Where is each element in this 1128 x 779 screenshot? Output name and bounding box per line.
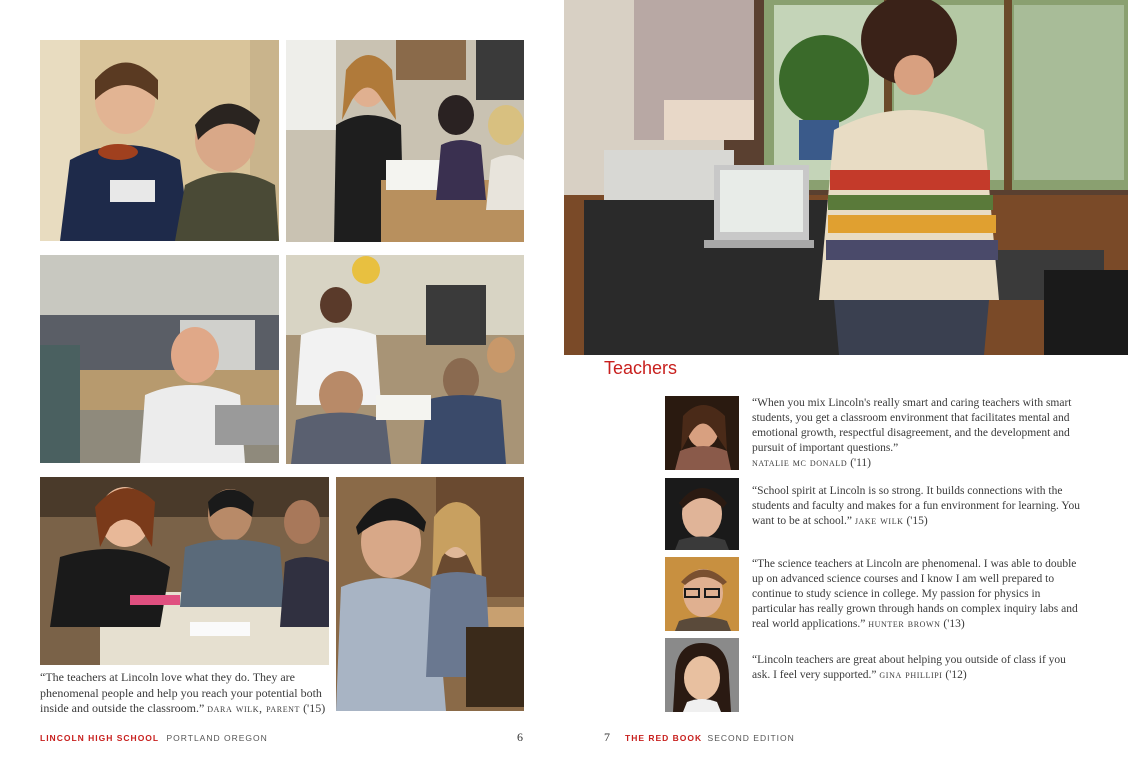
caption-attribution: dara wilk, parent (207, 703, 301, 715)
testimonial-attribution: hunter brown (868, 618, 941, 630)
right-footer (625, 733, 795, 743)
photo-teacher-by-window (40, 255, 279, 463)
testimonial-year: ('15) (906, 515, 928, 527)
page-number-right: 7 (604, 730, 610, 744)
testimonial-year: ('12) (945, 669, 967, 681)
portrait-hunter (665, 557, 739, 631)
portrait-natalie (665, 396, 739, 470)
testimonial-1 (752, 396, 1082, 471)
page-number-left: 6 (517, 730, 523, 744)
left-footer (40, 733, 268, 743)
testimonial-year: ('13) (943, 618, 965, 630)
photo-teacher-standing-class (286, 255, 524, 464)
testimonial-text: “School spirit at Lincoln is so strong. It builds connections with the students and faculty and makes for a fun environment for learning. You want to be at school.” (752, 485, 1080, 527)
photo-group-at-table (40, 477, 329, 665)
testimonial-2 (752, 484, 1082, 529)
photo-teacher-at-laptop (564, 0, 1128, 355)
photo-teacher-with-beanie (336, 477, 524, 711)
footer-location: PORTLAND OREGON (166, 733, 268, 743)
caption-year: ('15) (303, 701, 326, 715)
testimonial-attribution: natalie mc donald (752, 457, 848, 469)
footer-edition: SECOND EDITION (707, 733, 795, 743)
testimonial-4 (752, 653, 1082, 683)
portrait-gina (665, 638, 739, 712)
left-page-caption (40, 670, 332, 718)
testimonial-text: “Lincoln teachers are great about helping you outside of class if you ask. I feel very supported.” (752, 654, 1066, 681)
testimonial-text: “The science teachers at Lincoln are phenomenal. I was able to double up on advanced science courses and I know I am well prepared to continue to study science in college. My passion for physics in particular has really grown through hands on complex inquiry labs and real world applications.” (752, 558, 1078, 630)
testimonial-3 (752, 557, 1082, 632)
footer-book-title: THE RED BOOK (625, 733, 703, 743)
testimonial-year: ('11) (850, 457, 871, 469)
photo-student-with-model-and-teacher (40, 40, 279, 241)
photo-teacher-walking-classroom (286, 40, 524, 242)
portrait-jake (665, 478, 739, 550)
testimonial-attribution: gina phillipi (879, 669, 943, 681)
footer-school-name: LINCOLN HIGH SCHOOL (40, 733, 160, 743)
testimonial-attribution: jake wilk (854, 515, 904, 527)
testimonial-text: “When you mix Lincoln's really smart and caring teachers with smart students, you get a classroom environment that facilitates mental and emotional growth, respectful disagreement, and the development and pursuit of important questions.” (752, 397, 1072, 454)
caption-quote: “The teachers at Lincoln love what they do. They are phenomenal people and help you reach your potential both inside and outside the classroom.” (40, 670, 322, 715)
section-title: Teachers (604, 358, 678, 378)
